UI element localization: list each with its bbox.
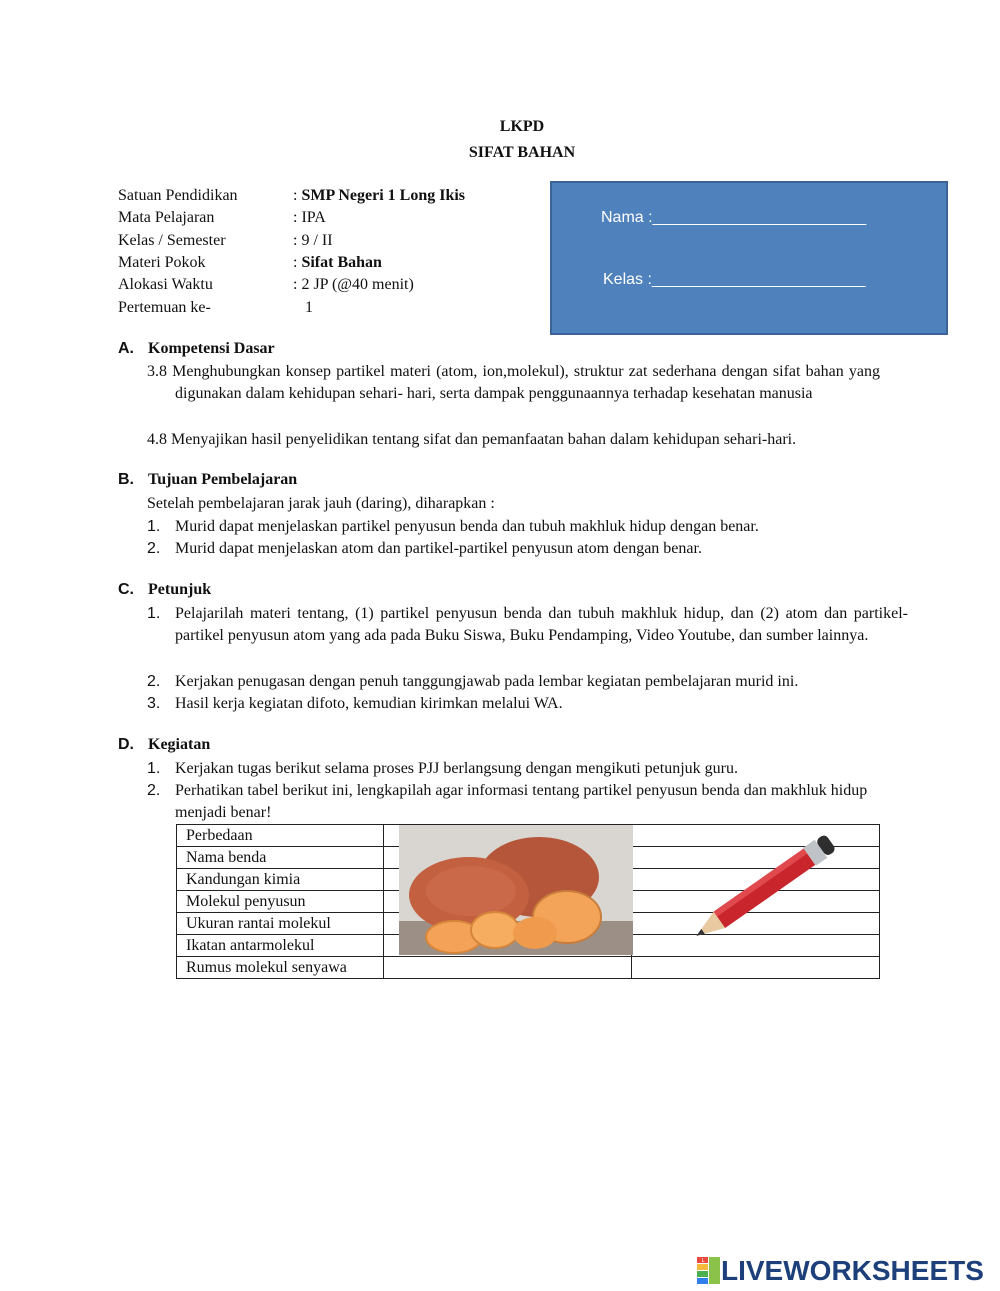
list-item: 1. Murid dapat menjelaskan partikel penyusun benda dan tubuh makhluk hidup dengan benar. <box>147 518 759 535</box>
pencil-image <box>672 825 852 955</box>
info-value: : 2 JP (@40 menit) <box>293 276 414 293</box>
list-item: 2. Perhatikan tabel berikut ini, lengkapilah agar informasi tentang partikel penyusun benda dan makhluk hidup menjadi benar! <box>147 782 868 821</box>
live-badge-icon <box>697 1257 721 1285</box>
table-row: Kandungan kimia <box>177 869 880 891</box>
info-label: Alokasi Waktu <box>118 276 213 293</box>
info-value: : 9 / II <box>293 232 333 249</box>
info-value: SMP Negeri 1 Long Ikis <box>301 187 466 204</box>
liveworksheets-logo[interactable] <box>697 1255 984 1285</box>
table-header-cell: Perbedaan <box>177 825 384 847</box>
table-row: Molekul penyusun <box>177 891 880 913</box>
pencil-cell <box>632 825 880 847</box>
list-item: 2. Kerjakan penugasan dengan penuh tanggungjawab pada lembar kegiatan pembelajaran murid ini. <box>147 673 799 690</box>
list-item: 1. Kerjakan tugas berikut selama proses PJJ berlangsung dengan mengikuti petunjuk guru. <box>147 760 738 777</box>
info-value: : IPA <box>293 209 326 226</box>
nama-field[interactable]: Nama :________________________ <box>601 209 867 226</box>
answer-cell[interactable] <box>632 957 880 979</box>
comparison-table <box>176 824 880 979</box>
info-label: Kelas / Semester <box>118 232 226 249</box>
document-title: LKPD <box>499 118 545 135</box>
section-a-heading: A. Kompetensi Dasar <box>118 340 275 357</box>
info-label: Mata Pelajaran <box>118 209 215 226</box>
sweet-potato-cell <box>384 825 632 847</box>
table-row: Ukuran rantai molekul <box>177 913 880 935</box>
document-subtitle: SIFAT BAHAN <box>468 144 576 161</box>
table-row: Rumus molekul senyawa <box>177 957 880 979</box>
badge-letter-l: L <box>701 1258 705 1264</box>
section-b-intro: Setelah pembelajaran jarak jauh (daring), diharapkan : <box>147 495 495 512</box>
sweet-potato-image <box>399 825 633 955</box>
info-label: Pertemuan ke- <box>118 299 211 316</box>
answer-cell[interactable] <box>384 957 632 979</box>
kelas-field[interactable]: Kelas :________________________ <box>603 271 866 288</box>
section-d-heading: D. Kegiatan <box>118 736 211 753</box>
info-value: 1 <box>293 299 313 316</box>
student-name-box <box>550 181 948 335</box>
kd-4-8: 4.8 Menyajikan hasil penyelidikan tentang sifat dan pemanfaatan bahan dalam kehidupan sehari-hari. <box>147 431 797 448</box>
info-label: Satuan Pendidikan <box>118 187 238 204</box>
section-b-heading: B. Tujuan Pembelajaran <box>118 471 298 488</box>
table-row: Nama benda <box>177 847 880 869</box>
info-value: Sifat Bahan <box>301 254 382 271</box>
list-item: 1. Pelajarilah materi tentang, (1) partikel penyusun benda dan tubuh makhluk hidup, dan (2) atom dan partikel-partikel penyusun atom yang ada pada Buku Siswa, Buku Pendamping, Video Youtube, dan sumber lainnya. <box>147 605 908 644</box>
kd-3-8: 3.8 Menghubungkan konsep partikel materi (atom, ion,molekul), struktur zat sederhana dengan sifat bahan yang digunakan dalam kehidupan sehari- hari, serta dampak penggunaannya terhadap kesehatan manusia <box>147 363 880 402</box>
table-row: Ikatan antarmolekul <box>177 935 880 957</box>
list-item: 3. Hasil kerja kegiatan difoto, kemudian kirimkan melalui WA. <box>147 695 563 712</box>
info-label: Materi Pokok <box>118 254 206 271</box>
section-c-heading: C. Petunjuk <box>118 581 212 598</box>
logo-text: LIVEWORKSHEETS <box>721 1255 984 1286</box>
list-item: 2. Murid dapat menjelaskan atom dan partikel-partikel penyusun atom dengan benar. <box>147 540 702 557</box>
